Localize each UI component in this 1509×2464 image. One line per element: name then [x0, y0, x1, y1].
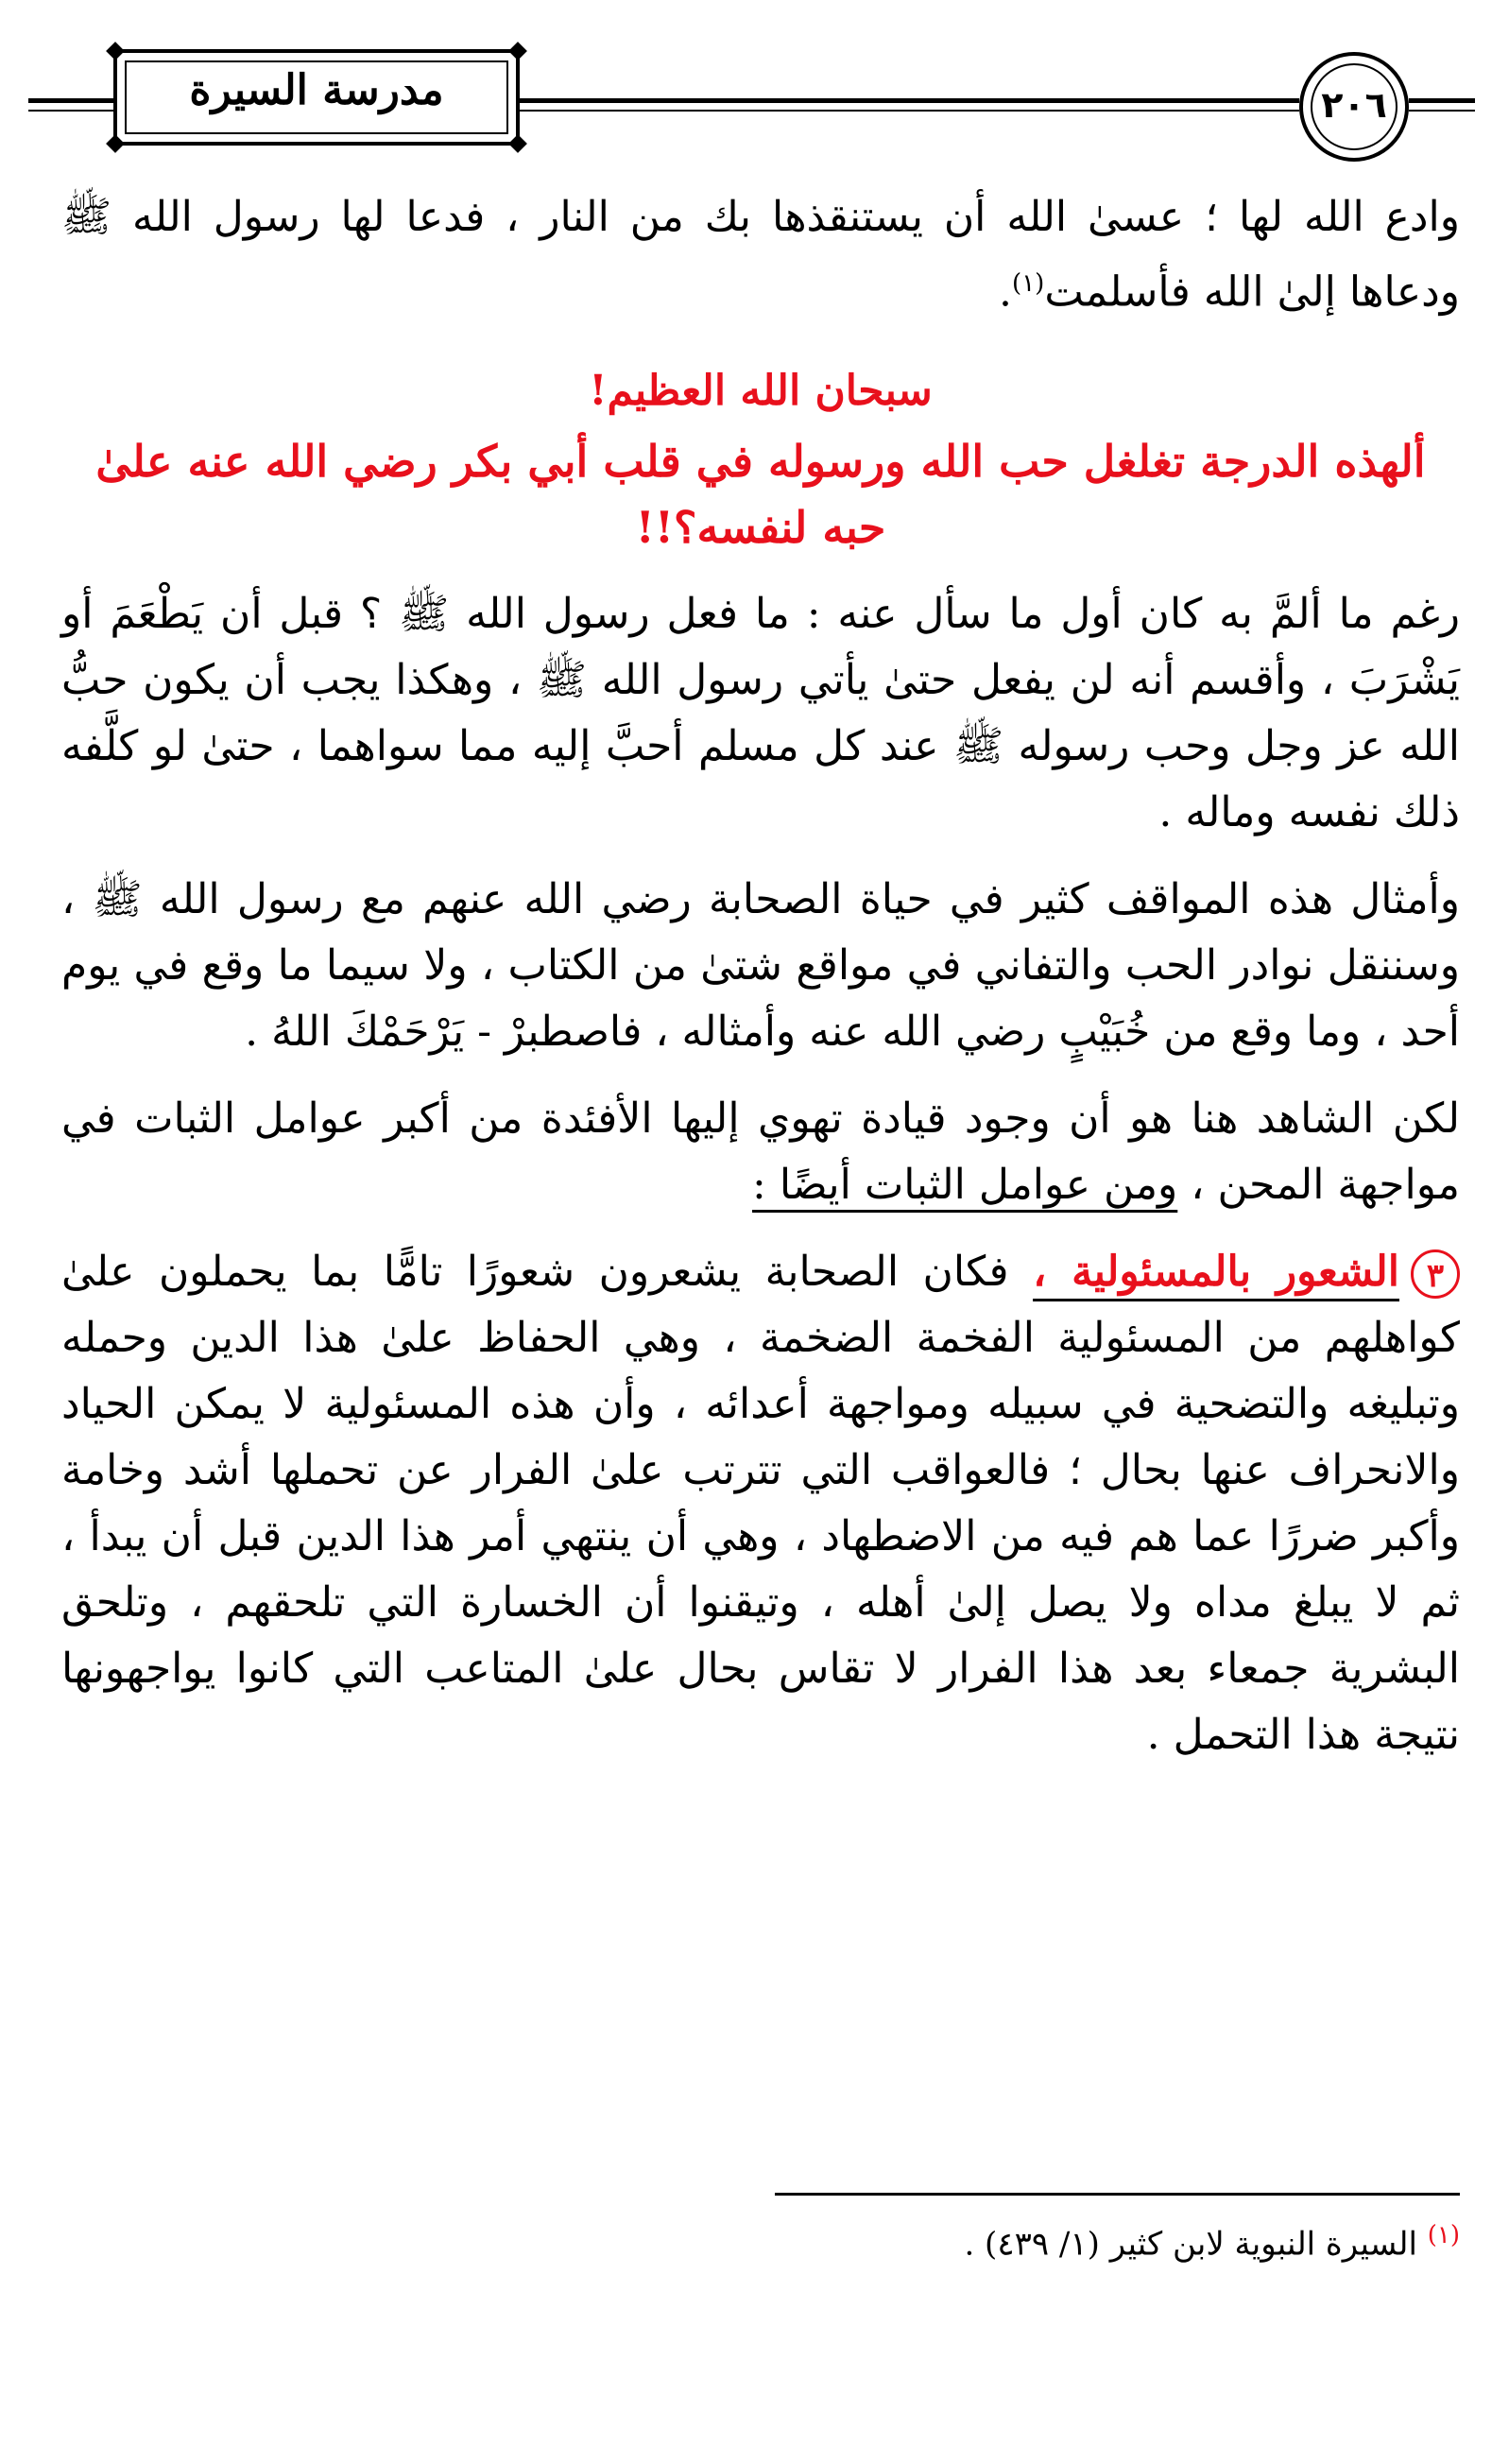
paragraph-2: رغم ما ألمَّ به كان أول ما سأل عنه : ما فعل رسول الله ﷺ ؟ قبل أن يَطْعَمَ أو يَشْرَبَ ، وأقسم أنه لن يفعل حتىٰ يأتي رسول الله ﷺ ، وهكذا يجب أن يكون حبُّ الله عز وجل وحب رسوله ﷺ عند كل مسلم أحبَّ إليه مما سواهما ، حتىٰ لو كلَّفه ذلك نفسه وماله .: [61, 589, 1460, 836]
footnote-ref[interactable]: (١): [1012, 269, 1045, 298]
paragraph-4: [61, 1086, 1460, 1218]
ornament-corner-icon: [508, 134, 527, 153]
emphasis-question: ألهذه الدرجة تغلغل حب الله ورسوله في قلب أبي بكر رضي الله عنه علىٰ حبه لنفسه؟!!: [95, 435, 1426, 553]
footnote: [61, 2207, 1460, 2272]
paragraph-4-text: لكن الشاهد هنا هو أن وجود قيادة تهوي إليها الأفئدة من أكبر عوامل الثبات في مواجهة المحن ،: [61, 1094, 1460, 1209]
paragraph-5: [61, 1239, 1460, 1768]
page-header: [0, 0, 1509, 151]
header-rule-right: [1409, 98, 1475, 103]
paragraph-3: وأمثال هذه المواقف كثير في حياة الصحابة رضي الله عنهم مع رسول الله ﷺ ، وسننقل نوادر الحب والتفاني في مواقع شتىٰ من الكتاب ، ولا سيما ما وقع في يوم أحد ، وما وقع من خُبَيْبٍ رضي الله عنه وأمثاله ، فاصطبرْ - يَرْحَمْكَ اللهُ .: [61, 874, 1460, 1056]
header-rule-middle: [520, 98, 1299, 103]
footnote-divider: [775, 2193, 1460, 2196]
ornament-corner-icon: [106, 134, 125, 153]
paragraph-1-text: وادع الله لها ؛ عسىٰ الله أن يستنقذها بك من النار ، فدعا لها رسول الله ﷺ ودعاها إلىٰ الله فأسلمت: [61, 193, 1460, 317]
point-number-badge: ٣: [1411, 1249, 1460, 1299]
paragraph-1-end: .: [999, 267, 1013, 317]
page-number: ٢٠٦: [1321, 84, 1387, 126]
ornament-corner-icon: [106, 42, 125, 60]
exclamation-heading: سبحان الله العظيم!: [589, 366, 933, 415]
page-body: [61, 184, 1460, 1768]
header-rule-right-thin: [1409, 110, 1475, 112]
book-title-frame: [113, 49, 520, 146]
point-heading: الشعور بالمسئولية ،: [1033, 1247, 1399, 1296]
paragraph-5-text: فكان الصحابة يشعرون شعورًا تامًّا بما يحملون علىٰ كواهلهم من المسئولية الفخمة الضخمة ، وهي الحفاظ علىٰ هذا الدين وحمله وتبليغه والتضحية في سبيله ومواجهة أعدائه ، وأن هذه المسئولية لا يمكن الحياد والانحراف عنها بحال ؛ فالعواقب التي تترتب علىٰ الفرار عن تحملها أشد وخامة وأكبر ضررًا عما هم فيه من الاضطهاد ، وهي أن ينتهي أمر هذا الدين قبل أن يبدأ ، ثم لا يبلغ مداه ولا يصل إلىٰ أهله ، وتيقنوا أن الخسارة التي تلحقهم ، وتلحق البشرية جمعاء بعد هذا الفرار لا تقاس بحال علىٰ المتاعب التي كانوا يواجهونها نتيجة هذا التحمل .: [61, 1247, 1460, 1759]
footnote-marker: (١): [1427, 2221, 1460, 2249]
page-number-badge: [1299, 52, 1409, 162]
header-rule-left-thin: [28, 110, 118, 112]
header-rule-left: [28, 98, 118, 103]
header-rule-middle-thin: [520, 110, 1299, 112]
factors-lead-in: ومن عوامل الثبات أيضًا :: [752, 1160, 1178, 1209]
footnote-text: السيرة النبوية لابن كثير (١/ ٤٣٩) .: [964, 2225, 1417, 2264]
paragraph-1: [61, 184, 1460, 326]
book-title: مدرسة السيرة: [189, 66, 444, 114]
ornament-corner-icon: [508, 42, 527, 60]
